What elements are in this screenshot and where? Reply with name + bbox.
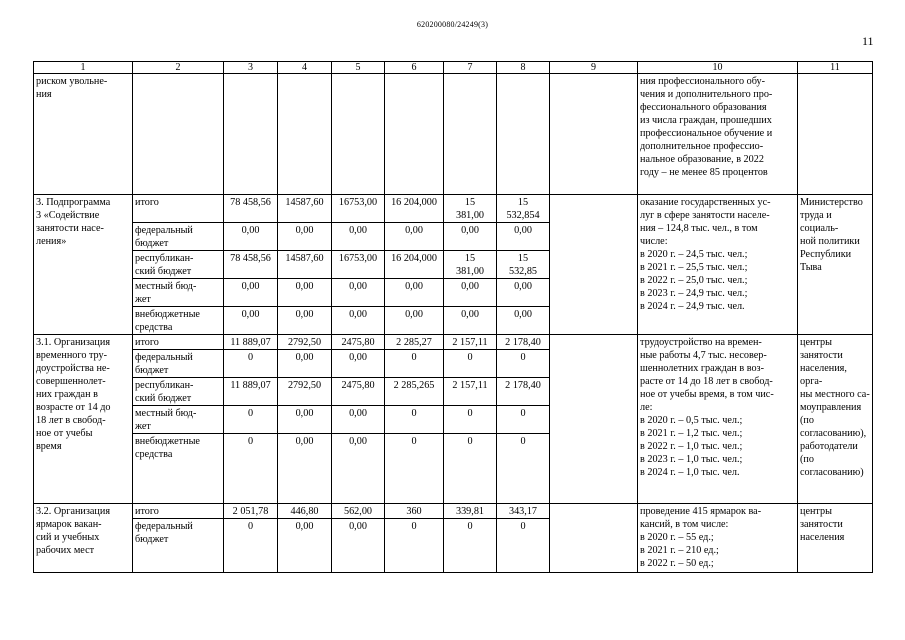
amount-v3: 2 051,78 — [224, 504, 278, 519]
amount-v6: 0,00 — [385, 223, 444, 251]
amount-v7: 339,81 — [444, 504, 497, 519]
amount-v6: 2 285,27 — [385, 335, 444, 350]
cell — [497, 74, 550, 195]
column-number: 1 — [34, 62, 133, 74]
amount-v8: 2 178,40 — [497, 335, 550, 350]
funding-source: итого — [133, 335, 224, 350]
column-number: 7 — [444, 62, 497, 74]
continued-result: ния профессионального обу- чения и дополнительного про- фессионального образования из числа граждан, прошедших профессиональное обучение и дополнительное профессио- нальное образование, в 2022 году – не менее 85 процентов — [638, 74, 798, 195]
cell — [550, 74, 638, 195]
amount-v8: 343,17 — [497, 504, 550, 519]
amount-v5: 2475,80 — [332, 378, 385, 406]
amount-v6: 16 204,000 — [385, 195, 444, 223]
amount-v8: 2 178,40 — [497, 378, 550, 406]
amount-v7: 15 381,00 — [444, 251, 497, 279]
amount-v6: 0 — [385, 519, 444, 573]
amount-v7: 0 — [444, 434, 497, 504]
sub31-result: трудоустройство на времен- ные работы 4,7 тыс. несовер- шеннолетних граждан в воз- расте от 14 до 18 лет в свобод- ное от учебы время, в том чис- ле: в 2020 г. – 0,5 тыс. чел.; в 2021 г. – 1,2 тыс. чел.; в 2022 г. – 1,0 тыс. чел.; в 2023 г. – 1,0 тыс. чел.; в 2024 г. – 1,0 тыс. чел. — [638, 335, 798, 504]
amount-v4: 2792,50 — [278, 335, 332, 350]
sub31-executor: центры занятости населения, орга- ны местного са- моуправления (по согласованию), работодатели (по согласованию) — [798, 335, 873, 504]
continuation-row — [34, 74, 873, 195]
cell — [444, 74, 497, 195]
amount-v4: 0,00 — [278, 350, 332, 378]
amount-v3: 78 458,56 — [224, 195, 278, 223]
cell — [133, 74, 224, 195]
amount-v7: 0,00 — [444, 279, 497, 307]
amount-v6: 16 204,000 — [385, 251, 444, 279]
amount-v7: 0 — [444, 350, 497, 378]
amount-v8: 0,00 — [497, 223, 550, 251]
amount-v4: 0,00 — [278, 406, 332, 434]
amount-v7: 0 — [444, 406, 497, 434]
cell — [332, 74, 385, 195]
amount-v5: 16753,00 — [332, 251, 385, 279]
amount-v8: 0,00 — [497, 307, 550, 335]
funding-source: внебюджетные средства — [133, 434, 224, 504]
amount-v7: 2 157,11 — [444, 378, 497, 406]
funding-source: итого — [133, 195, 224, 223]
funding-source: федеральный бюджет — [133, 519, 224, 573]
amount-v5: 0,00 — [332, 279, 385, 307]
amount-v6: 0 — [385, 434, 444, 504]
amount-v8: 0 — [497, 434, 550, 504]
amount-v8: 0 — [497, 406, 550, 434]
amount-v5: 0,00 — [332, 223, 385, 251]
sub32-title: 3.2. Организация ярмарок вакан- сий и учебных рабочих мест — [34, 504, 133, 573]
amount-v8: 0 — [497, 350, 550, 378]
column-9 — [550, 195, 638, 335]
amount-v5: 0,00 — [332, 307, 385, 335]
sub3-title: 3. Подпрограмма 3 «Содействие занятости насе- ления» — [34, 195, 133, 335]
column-number: 6 — [385, 62, 444, 74]
sub3-executor: Министерство труда и социаль- ной политики Республики Тыва — [798, 195, 873, 335]
sub32-result: проведение 415 ярмарок ва- кансий, в том числе: в 2020 г. – 55 ед.; в 2021 г. – 210 ед.; в 2022 г. – 50 ед.; — [638, 504, 798, 573]
amount-v6: 0 — [385, 350, 444, 378]
sub31-title: 3.1. Организация временного тру- доустройства не- совершеннолет- них граждан в возрасте от 14 до 18 лет в свобод- ное от учебы время — [34, 335, 133, 504]
amount-v7: 0 — [444, 519, 497, 573]
cell — [278, 74, 332, 195]
amount-v6: 0,00 — [385, 307, 444, 335]
funding-source: федеральный бюджет — [133, 223, 224, 251]
amount-v3: 0,00 — [224, 307, 278, 335]
funding-source: местный бюд- жет — [133, 406, 224, 434]
column-number: 3 — [224, 62, 278, 74]
cell — [798, 74, 873, 195]
amount-v8: 0,00 — [497, 279, 550, 307]
amount-v5: 0,00 — [332, 434, 385, 504]
amount-v3: 0 — [224, 350, 278, 378]
continued-title: риском увольне- ния — [34, 74, 133, 195]
amount-v8: 15 532,85 — [497, 251, 550, 279]
sub3-result: оказание государственных ус- луг в сфере занятости населе- ния – 124,8 тыс. чел., в том числе: в 2020 г. – 24,5 тыс. чел.; в 2021 г. – 25,5 тыс. чел.; в 2022 г. – 25,0 тыс. чел.; в 2023 г. – 24,9 тыс. чел.; в 2024 г. – 24,9 тыс. чел. — [638, 195, 798, 335]
column-number: 4 — [278, 62, 332, 74]
amount-v4: 0,00 — [278, 223, 332, 251]
column-9 — [550, 335, 638, 504]
column-number: 5 — [332, 62, 385, 74]
amount-v4: 0,00 — [278, 279, 332, 307]
sub32-row — [34, 504, 873, 519]
funding-source: республикан- ский бюджет — [133, 251, 224, 279]
page-number: 11 — [862, 34, 874, 48]
amount-v8: 0 — [497, 519, 550, 573]
column-number-row — [34, 62, 873, 74]
amount-v7: 0,00 — [444, 307, 497, 335]
column-number: 11 — [798, 62, 873, 74]
amount-v7: 2 157,11 — [444, 335, 497, 350]
amount-v3: 11 889,07 — [224, 378, 278, 406]
column-number: 10 — [638, 62, 798, 74]
amount-v5: 0,00 — [332, 519, 385, 573]
amount-v3: 11 889,07 — [224, 335, 278, 350]
sub3-row — [34, 195, 873, 223]
amount-v6: 0,00 — [385, 279, 444, 307]
amount-v5: 16753,00 — [332, 195, 385, 223]
amount-v6: 360 — [385, 504, 444, 519]
funding-source: республикан- ский бюджет — [133, 378, 224, 406]
column-9 — [550, 504, 638, 573]
amount-v5: 0,00 — [332, 350, 385, 378]
amount-v3: 78 458,56 — [224, 251, 278, 279]
amount-v3: 0 — [224, 519, 278, 573]
column-number: 8 — [497, 62, 550, 74]
document-id: 620200080/24249(3) — [416, 20, 489, 29]
amount-v7: 0,00 — [444, 223, 497, 251]
amount-v5: 562,00 — [332, 504, 385, 519]
amount-v4: 14587,60 — [278, 251, 332, 279]
funding-source: внебюджетные средства — [133, 307, 224, 335]
funding-source: местный бюд- жет — [133, 279, 224, 307]
amount-v4: 0,00 — [278, 307, 332, 335]
amount-v5: 0,00 — [332, 406, 385, 434]
amount-v4: 14587,60 — [278, 195, 332, 223]
amount-v5: 2475,80 — [332, 335, 385, 350]
sub31-row — [34, 335, 873, 350]
amount-v4: 0,00 — [278, 519, 332, 573]
amount-v7: 15 381,00 — [444, 195, 497, 223]
funding-source: федеральный бюджет — [133, 350, 224, 378]
amount-v4: 0,00 — [278, 434, 332, 504]
column-number: 9 — [550, 62, 638, 74]
amount-v3: 0 — [224, 406, 278, 434]
amount-v3: 0,00 — [224, 279, 278, 307]
funding-source: итого — [133, 504, 224, 519]
sub32-executor: центры занятости населения — [798, 504, 873, 573]
cell — [385, 74, 444, 195]
amount-v3: 0 — [224, 434, 278, 504]
column-number: 2 — [133, 62, 224, 74]
amount-v3: 0,00 — [224, 223, 278, 251]
amount-v6: 0 — [385, 406, 444, 434]
amount-v6: 2 285,265 — [385, 378, 444, 406]
amount-v4: 2792,50 — [278, 378, 332, 406]
cell — [224, 74, 278, 195]
program-table — [33, 61, 873, 573]
amount-v4: 446,80 — [278, 504, 332, 519]
amount-v8: 15 532,854 — [497, 195, 550, 223]
